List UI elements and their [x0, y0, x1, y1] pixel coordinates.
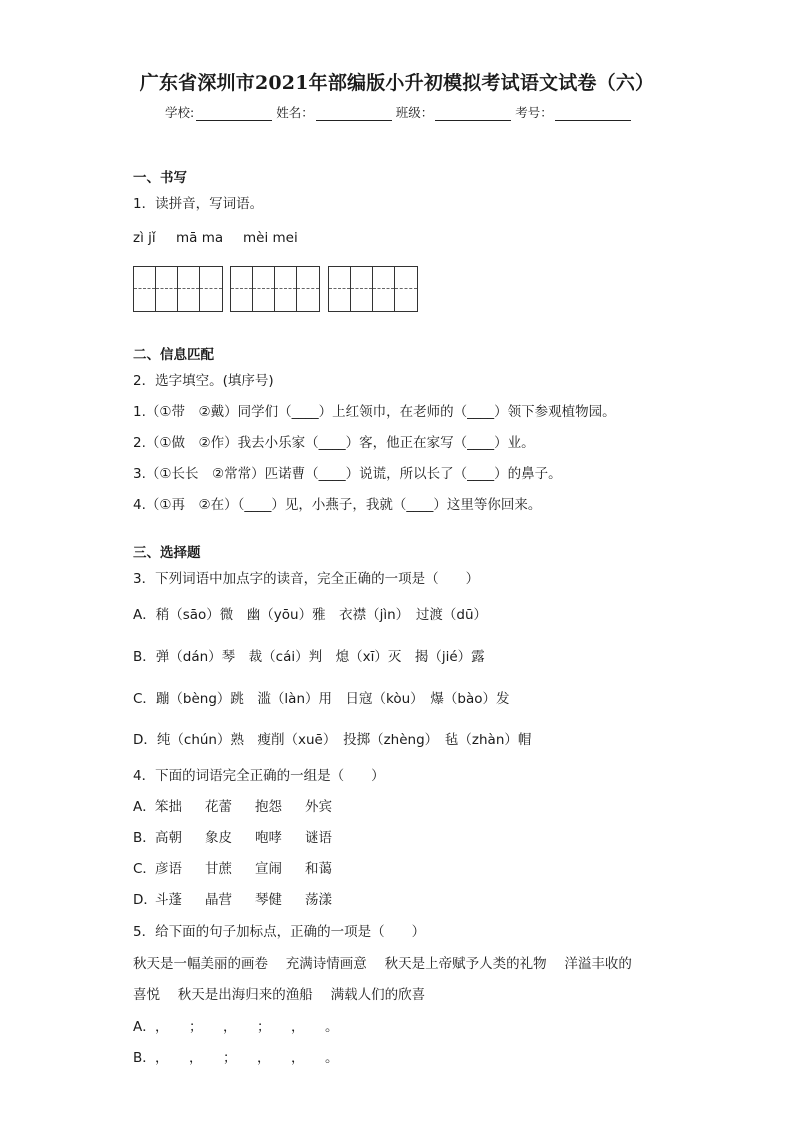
pinyin-3: mèi mei — [243, 230, 298, 246]
option-letter: A． — [133, 799, 156, 815]
q4-option-c[interactable] — [133, 857, 355, 877]
q5-option-b[interactable] — [133, 1046, 359, 1066]
option-word: 咆哮 — [255, 830, 282, 846]
name-label: 姓名： — [276, 105, 314, 120]
option-word: 高朝 — [155, 830, 182, 846]
option-word: 荡漾 — [305, 892, 332, 908]
q5-sentence-line-1: 秋天是一幅美丽的画卷 充满诗情画意 秋天是上帝赋予人类的礼物 洋溢丰收的 — [133, 956, 632, 972]
option-word: 彦语 — [155, 861, 182, 877]
punct-mark: ， — [291, 1019, 305, 1035]
class-label: 班级： — [395, 105, 434, 120]
question-3: 3．下列词语中加点字的读音，完全正确的一项是（ ） — [133, 571, 480, 587]
option-letter: B． — [133, 830, 156, 846]
page-title: 广东省深圳市2021年部编版小升初模拟考试语文试卷（六） — [139, 72, 655, 94]
writing-grid-1[interactable] — [133, 266, 223, 312]
option-letter: C． — [133, 861, 156, 877]
option-letter: D． — [133, 892, 157, 908]
q3-option-a[interactable]: A．稍（sāo）微 幽（yōu）雅 衣襟（jìn） 过渡（dū） — [133, 607, 488, 623]
class-blank[interactable] — [435, 106, 511, 121]
punct-mark: ， — [189, 1050, 203, 1066]
option-word: 抱怨 — [255, 799, 282, 815]
option-word: 宣闹 — [255, 861, 282, 877]
punct-mark: ， — [155, 1050, 169, 1066]
punct-mark: ， — [223, 1019, 237, 1035]
q4-option-d[interactable] — [133, 888, 355, 908]
q3-option-d[interactable]: D．纯（chún）熟 瘦削（xuē） 投掷（zhèng） 毡（zhàn）帽 — [133, 732, 532, 748]
option-letter: A． — [133, 1019, 156, 1035]
q3-option-b[interactable]: B．弹（dán）琴 裁（cái）判 熄（xī）灭 揭（jié）露 — [133, 649, 485, 665]
punct-mark: 。 — [325, 1050, 339, 1066]
fill-line-3: 3.（①长长 ②常常）匹诺曹（____）说谎，所以长了（____）的鼻子。 — [133, 466, 562, 482]
school-label: 学校: — [165, 105, 195, 120]
section-heading-choice: 三、选择题 — [133, 545, 201, 561]
option-word: 花蕾 — [205, 799, 232, 815]
option-word: 和蔼 — [305, 861, 332, 877]
section-heading-matching: 二、信息匹配 — [133, 347, 214, 363]
question-5: 5．给下面的句子加标点，正确的一项是（ ） — [133, 924, 426, 940]
punct-mark: ， — [291, 1050, 305, 1066]
grid-cell[interactable] — [134, 267, 156, 311]
question-1: 1．读拼音，写词语。 — [133, 196, 264, 212]
punct-mark: ； — [189, 1019, 203, 1035]
option-word: 谜语 — [305, 830, 332, 846]
option-word: 斗蓬 — [155, 892, 182, 908]
number-blank[interactable] — [555, 106, 631, 121]
option-word: 甘蔗 — [205, 861, 232, 877]
option-word: 外宾 — [305, 799, 332, 815]
question-4: 4．下面的词语完全正确的一组是（ ） — [133, 768, 385, 784]
grid-cell[interactable] — [297, 267, 319, 311]
grid-cell[interactable] — [178, 267, 200, 311]
pinyin-1: zì jǐ — [133, 230, 156, 246]
writing-grid-2[interactable] — [230, 266, 320, 312]
punct-mark: ； — [223, 1050, 237, 1066]
option-word: 象皮 — [205, 830, 232, 846]
option-word: 笨拙 — [155, 799, 182, 815]
question-2: 2．选字填空。(填序号) — [133, 373, 274, 389]
q5-option-a[interactable] — [133, 1015, 359, 1035]
punct-mark: ， — [155, 1019, 169, 1035]
pinyin-2: mā ma — [176, 230, 224, 246]
punct-mark: ， — [257, 1050, 271, 1066]
writing-grid-3[interactable] — [328, 266, 418, 312]
name-blank[interactable] — [316, 106, 392, 121]
grid-cell[interactable] — [253, 267, 275, 311]
grid-cell[interactable] — [231, 267, 253, 311]
section-heading-writing: 一、书写 — [133, 170, 187, 186]
fill-line-2: 2.（①做 ②作）我去小乐家（____）客，他正在家写（____）业。 — [133, 435, 535, 451]
grid-cell[interactable] — [351, 267, 373, 311]
option-word: 琴健 — [255, 892, 282, 908]
fill-line-1: 1.（①带 ②戴）同学们（____）上红领巾，在老师的（____）领下参观植物园。 — [133, 404, 616, 420]
grid-cell[interactable] — [200, 267, 222, 311]
q4-option-a[interactable] — [133, 795, 355, 815]
option-letter: B． — [133, 1050, 156, 1066]
q5-sentence-line-2: 喜悦 秋天是出海归来的渔船 满载人们的欣喜 — [133, 987, 426, 1003]
grid-cell[interactable] — [275, 267, 297, 311]
number-label: 考号： — [515, 105, 553, 120]
grid-cell[interactable] — [395, 267, 417, 311]
option-word: 晶营 — [205, 892, 232, 908]
punct-mark: ； — [257, 1019, 271, 1035]
grid-cell[interactable] — [329, 267, 351, 311]
school-blank[interactable] — [196, 106, 272, 121]
fill-line-4: 4.（①再 ②在）（____）见，小燕子，我就（____）这里等你回来。 — [133, 497, 542, 513]
grid-cell[interactable] — [156, 267, 178, 311]
q4-option-b[interactable] — [133, 826, 355, 846]
punct-mark: 。 — [325, 1019, 339, 1035]
student-info-row — [165, 103, 635, 121]
q3-option-c[interactable]: C．蹦（bèng）跳 滥（làn）用 日寇（kòu） 爆（bào）发 — [133, 691, 510, 707]
grid-cell[interactable] — [373, 267, 395, 311]
